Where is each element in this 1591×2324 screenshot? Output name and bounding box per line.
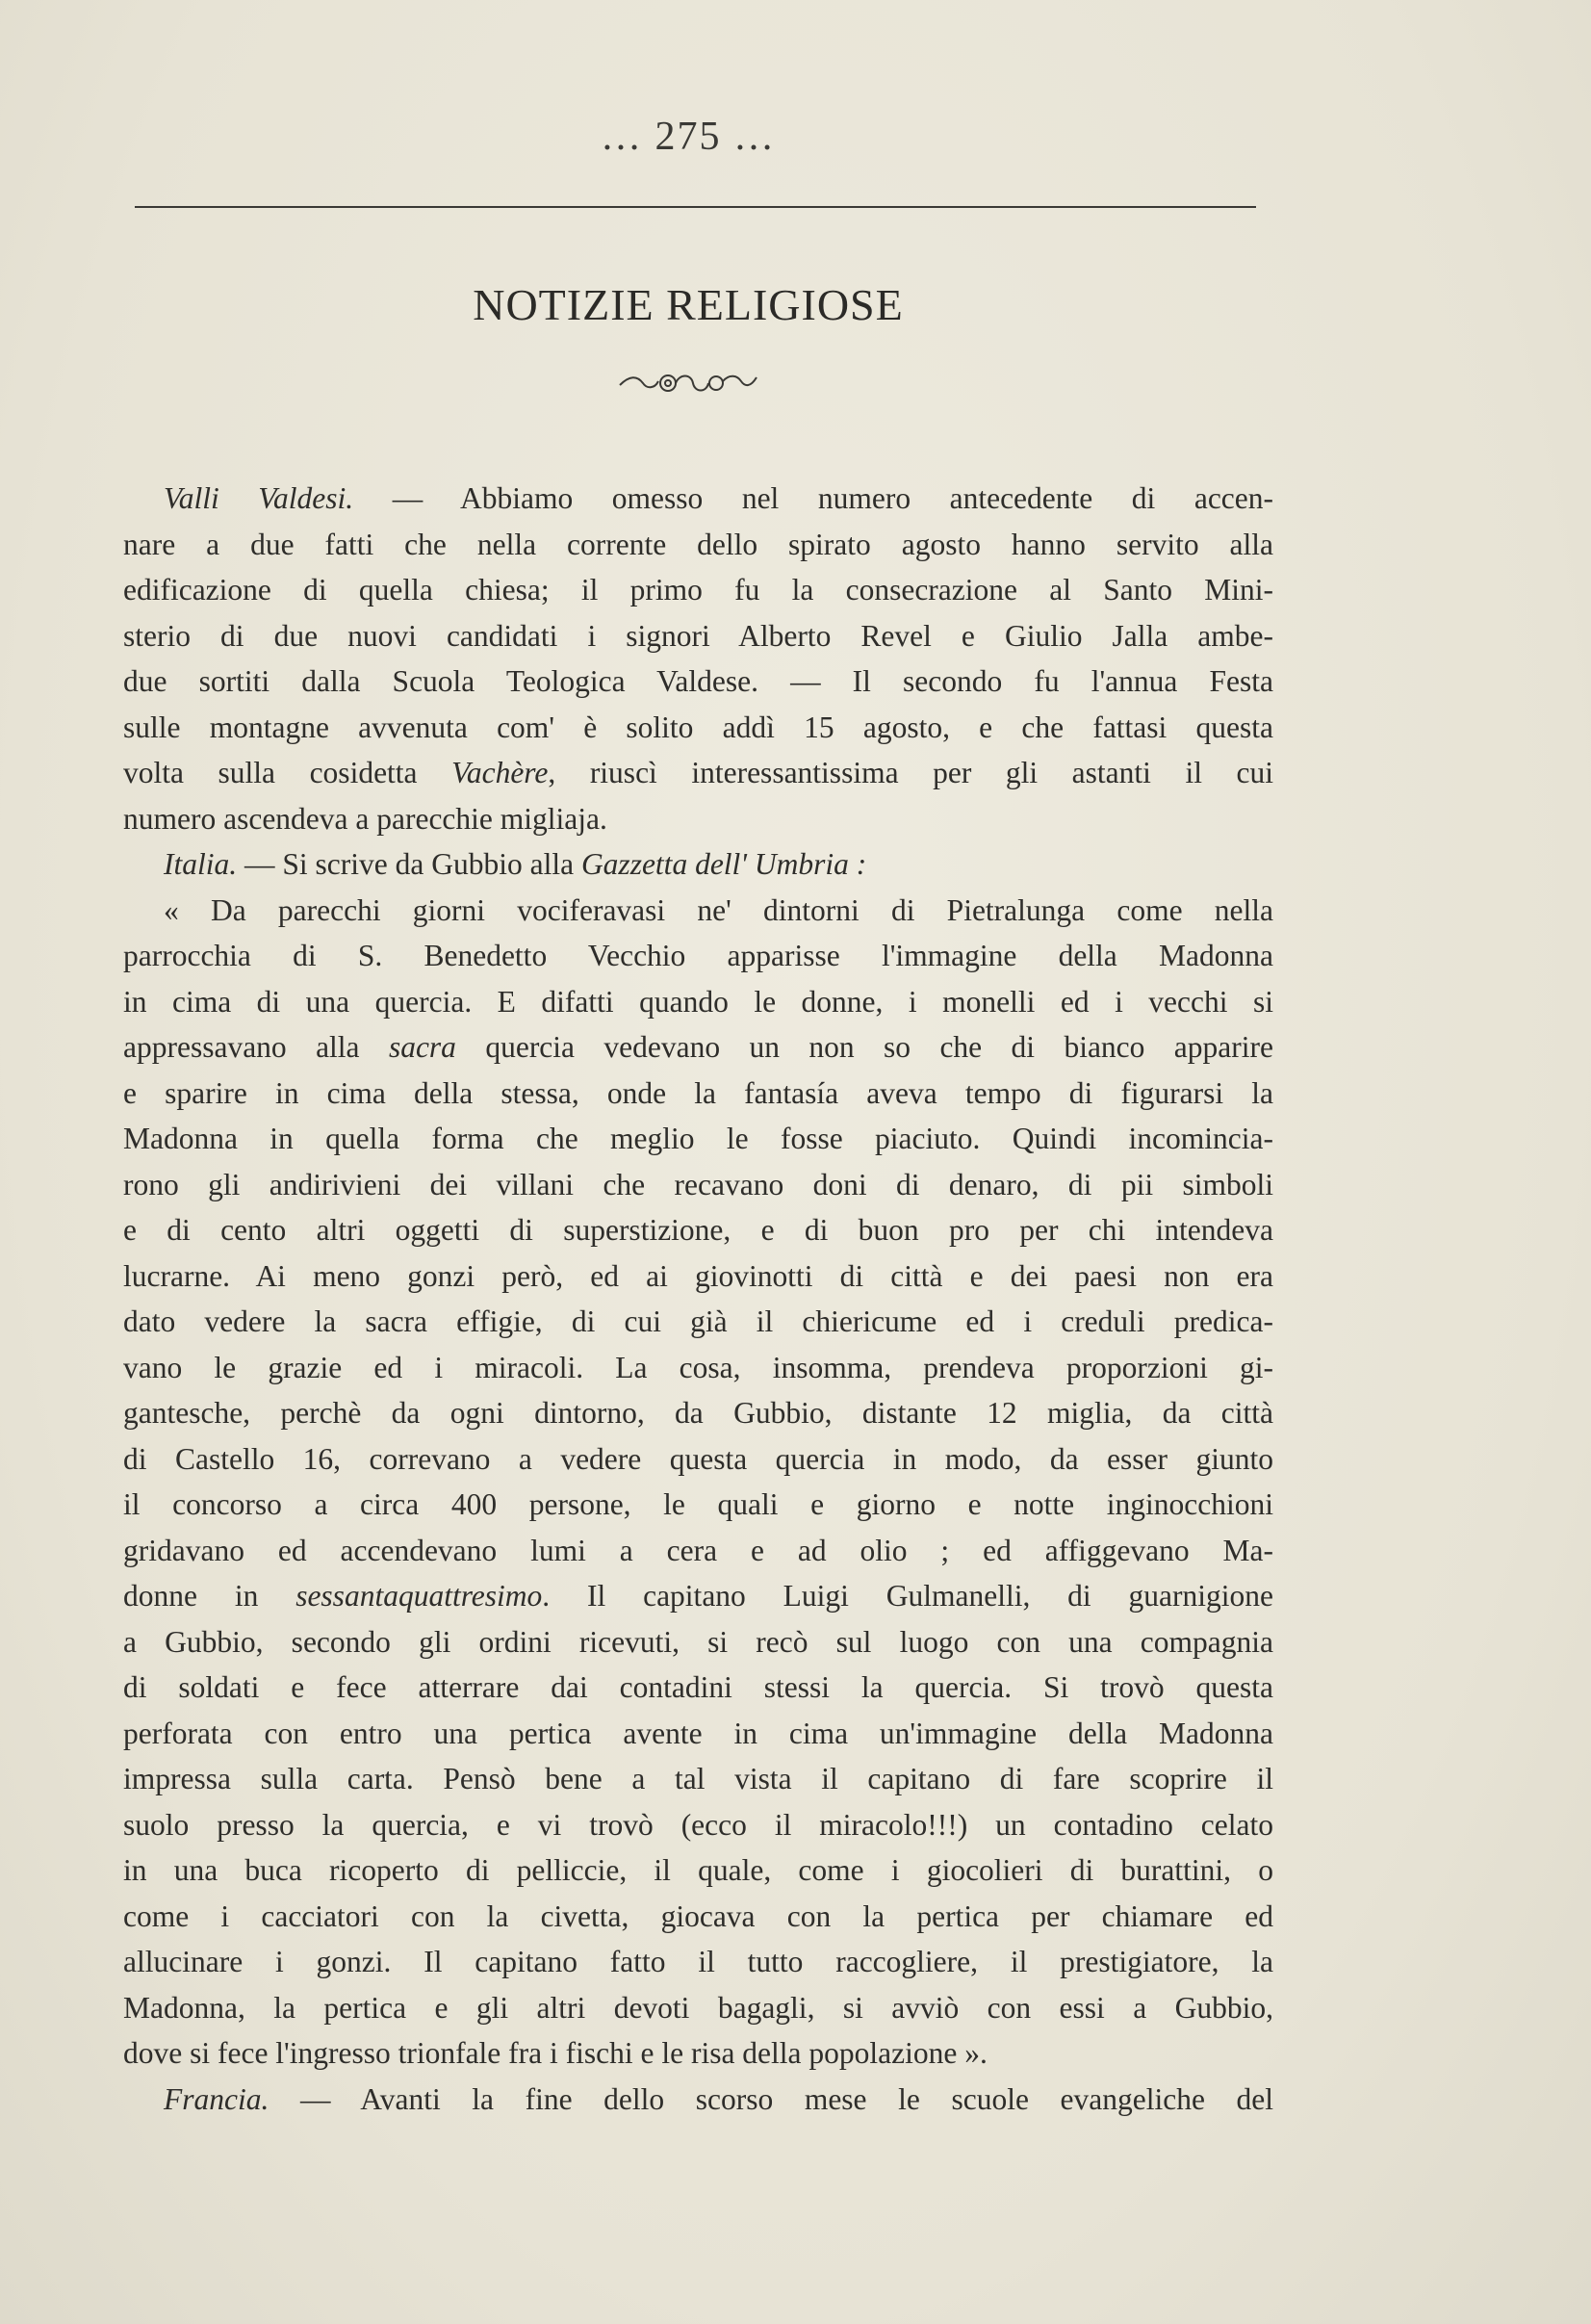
text-span: donne in	[123, 1579, 296, 1613]
text-line: due sortiti dalla Scuola Teologica Valdese. — Il secondo fu l'annua Festa	[123, 664, 1273, 698]
text-line: rono gli andirivieni dei villani che recavano doni di denaro, di pii simboli	[123, 1167, 1273, 1201]
text-span: , riuscì interessantissima per gli astanti il cui	[548, 756, 1273, 789]
text-line	[123, 841, 1273, 888]
text-line: edificazione di quella chiesa; il primo fu la consecrazione al Santo Mini-	[123, 573, 1273, 607]
text-line: « Da parecchi giorni vociferavasi ne' dintorni di Pietralunga come nella	[164, 892, 1273, 927]
text-line: e di cento altri oggetti di superstizione, e di buon pro per chi intendeva	[123, 1213, 1273, 1247]
text-line: perforata con entro una pertica avente in cima un'immagine della Madonna	[123, 1716, 1273, 1750]
text-span: — Abbiamo omesso nel numero antecedente di accen-	[353, 481, 1273, 515]
header-rule	[135, 206, 1256, 208]
text-line: come i cacciatori con la civetta, giocava con la pertica per chiamare ed	[123, 1898, 1273, 1933]
text-line: impressa sulla carta. Pensò bene a tal vista il capitano di fare scoprire il	[123, 1762, 1273, 1795]
text-line: a Gubbio, secondo gli ordini ricevuti, si recò sul luogo con una compagnia	[123, 1624, 1273, 1659]
text-line	[123, 1573, 1273, 1619]
text-span: appressavano alla	[123, 1030, 389, 1064]
text-span: . Il capitano Luigi Gulmanelli, di guarnigione	[542, 1579, 1273, 1613]
text-line: nare a due fatti che nella corrente dello spirato agosto hanno servito alla	[123, 527, 1273, 561]
section-label: Italia.	[164, 847, 238, 881]
text-span: quercia vedevano un non so che di bianco apparire	[455, 1030, 1273, 1064]
text-line: gridavano ed accendevano lumi a cera e ad olio ; ed affiggevano Ma-	[123, 1533, 1273, 1567]
text-line: e sparire in cima della stessa, onde la fantasía aveva tempo di figurarsi la	[123, 1075, 1273, 1110]
text-line: suolo presso la quercia, e vi trovò (ecco il miracolo!!!) un contadino celato	[123, 1807, 1273, 1842]
text-line	[123, 476, 1273, 522]
section-label: Francia.	[164, 2081, 269, 2116]
text-line	[123, 750, 1273, 796]
text-line	[123, 2077, 1273, 2123]
section-heading: NOTIZIE RELIGIOSE	[473, 280, 904, 329]
text-span: volta sulla cosidetta	[123, 756, 452, 789]
italic-term: Vachère	[451, 756, 549, 789]
italic-term: sacra	[388, 1030, 456, 1064]
newspaper-title: Gazzetta dell' Umbria :	[580, 847, 867, 881]
text-line: numero ascendeva a parecchie migliaja.	[123, 801, 607, 836]
text-span: — Si scrive da Gubbio alla	[237, 847, 581, 881]
text-line: il concorso a circa 400 persone, le quali e giorno e notte inginocchioni	[123, 1487, 1273, 1521]
page-number: … 275 …	[601, 115, 776, 159]
text-line: sulle montagne avvenuta com' è solito addì 15 agosto, e che fattasi questa	[123, 710, 1273, 744]
text-line: vano le grazie ed i miracoli. La cosa, insomma, prendeva proporzioni gi-	[123, 1350, 1273, 1384]
flourish-ornament-icon	[616, 366, 760, 400]
text-line: dato vedere la sacra effigie, di cui già il chiericume ed i creduli predica-	[123, 1304, 1273, 1338]
section-label: Valli Valdesi.	[164, 481, 354, 515]
text-line: di Castello 16, correvano a vedere questa quercia in modo, da esser giunto	[123, 1441, 1273, 1476]
text-line: dove si fece l'ingresso trionfale fra i fischi e le risa della popolazione ».	[123, 2036, 988, 2070]
text-line: Madonna, la pertica e gli altri devoti bagagli, si avviò con essi a Gubbio,	[123, 1990, 1273, 2025]
text-line: parrocchia di S. Benedetto Vecchio apparisse l'immagine della Madonna	[123, 939, 1273, 972]
text-span: — Avanti la fine dello scorso mese le scuole evangeliche del	[269, 2081, 1273, 2116]
text-line: lucrarne. Ai meno gonzi però, ed ai giovinotti di città e dei paesi non era	[123, 1258, 1273, 1293]
text-line: di soldati e fece atterrare dai contadini stessi la quercia. Si trovò questa	[123, 1670, 1273, 1704]
text-line: in una buca ricoperto di pelliccie, il quale, come i giocolieri di burattini, o	[123, 1853, 1273, 1887]
italic-term: sessantaquattresimo	[295, 1579, 543, 1613]
text-line: gantesche, perchè da ogni dintorno, da Gubbio, distante 12 miglia, da città	[123, 1396, 1273, 1430]
text-line: Madonna in quella forma che meglio le fosse piaciuto. Quindi incomincia-	[123, 1122, 1273, 1155]
article-body	[123, 476, 1273, 2122]
text-line: allucinare i gonzi. Il capitano fatto il tutto raccogliere, il prestigiatore, la	[123, 1945, 1273, 1978]
text-line	[123, 1024, 1273, 1071]
text-line: sterio di due nuovi candidati i signori Alberto Revel e Giulio Jalla ambe-	[123, 618, 1273, 653]
text-line: in cima di una quercia. E difatti quando le donne, i monelli ed i vecchi si	[123, 984, 1273, 1019]
